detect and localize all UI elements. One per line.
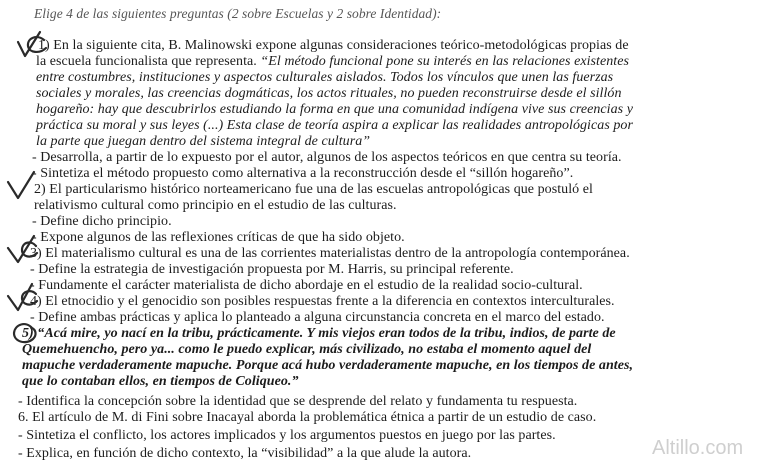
question-2-prompt: 2) El particularismo histórico norteamericano fue una de las escuelas antropológicas que postuló el	[34, 182, 593, 197]
question-5-quote: que lo contaban ellos, en tiempos de Coliqueo.”	[22, 374, 299, 389]
question-5-task: - Identifica la concepción sobre la identidad que se desprende del relato y fundamenta tu respuesta.	[18, 394, 578, 409]
question-2-prompt-line-2: relativismo cultural como principio en el estudio de las culturas.	[34, 198, 397, 213]
question-5-quote: mapuche verdaderamente mapuche. Porque acá hubo verdaderamente mapuche, en los tiempos de antes,	[22, 358, 634, 373]
question-1-prompt: 1) En la siguiente cita, B. Malinowski expone algunas consideraciones teórico-metodológicas propias de	[38, 38, 629, 53]
question-3-task: - Define la estrategia de investigación propuesta por M. Harris, su principal referente.	[30, 262, 514, 277]
malinowski-quote-start: “El método funcional pone su interés en las relaciones existentes	[256, 54, 630, 69]
question-4-task: - Define ambas prácticas y aplica lo planteado a alguna circunstancia concreta en el marco del estado.	[30, 310, 605, 325]
malinowski-quote-line: entre costumbres, instituciones y aspectos culturales aislados. Todos los vínculos que unen las fuerzas	[36, 70, 614, 85]
malinowski-quote-line: práctica su moral y sus leyes (...) Esta clase de teoría aspira a explicar las realidades antropológicas por	[36, 118, 633, 133]
exam-instructions: Elige 4 de las siguientes preguntas (2 sobre Escuelas y 2 sobre Identidad):	[34, 6, 442, 21]
question-1-task: - Sintetiza el método propuesto como alternativa a la reconstrucción desde el “sillón hogareño”.	[32, 166, 574, 181]
malinowski-quote-line: sociales y morales, las creencias dogmáticas, los actos rituales, no pueden reconstruirse desde el sillón	[36, 86, 622, 101]
malinowski-quote-line: hogareño: hay que descubrirlos estudiando la forma en que una comunidad indígena vive sus creencias y	[36, 102, 633, 117]
question-3-prompt: 3) El materialismo cultural es una de las corrientes materialistas dentro de la antropología contemporánea.	[30, 246, 630, 261]
question-6-task: - Sintetiza el conflicto, los actores implicados y los argumentos puestos en juego por las partes.	[18, 428, 556, 443]
watermark-altillo: Altillo.com	[652, 437, 744, 459]
question-4-prompt: 4) El etnocidio y el genocidio son posibles respuestas frente a la diferencia en contextos interculturales.	[30, 294, 615, 309]
checkmark-q2	[8, 172, 34, 198]
question-1-prompt-line-2: la escuela funcionalista que representa. “El método funcional pone su interés en las relaciones existentes	[36, 54, 630, 69]
question-6-prompt: 6. El artículo de M. di Fini sobre Inacayal aborda la problemática étnica a partir de un estudio de caso.	[18, 410, 597, 425]
question-3-task: - Fundamente el carácter materialista de dicho abordaje en el estudio de la realidad socio-cultural.	[30, 278, 583, 293]
question-5-quote: 5) “Acá mire, yo nací en la tribu, prácticamente. Y mis viejos eran todos de la tribu, indios, de parte de	[22, 326, 616, 341]
question-5-quote: Quemehuencho, pero ya... como le puedo explicar, más civilizado, no estaba el momento aquel del	[22, 342, 592, 357]
question-6-task: - Explica, en función de dicho contexto, la “visibilidad” a la que alude la autora.	[18, 446, 472, 461]
checkmark-q1	[18, 32, 40, 56]
checkmark-q4	[8, 284, 32, 310]
question-2-task: - Expone algunos de las reflexiones críticas de que ha sido objeto.	[32, 230, 405, 245]
malinowski-quote-line: la parte que juegan dentro del sistema integral de cultura”	[36, 134, 371, 149]
question-1-task: - Desarrolla, a partir de lo expuesto por el autor, algunos de los aspectos teóricos en que centra su teoría.	[32, 150, 622, 165]
question-2-task: - Define dicho principio.	[32, 214, 172, 229]
